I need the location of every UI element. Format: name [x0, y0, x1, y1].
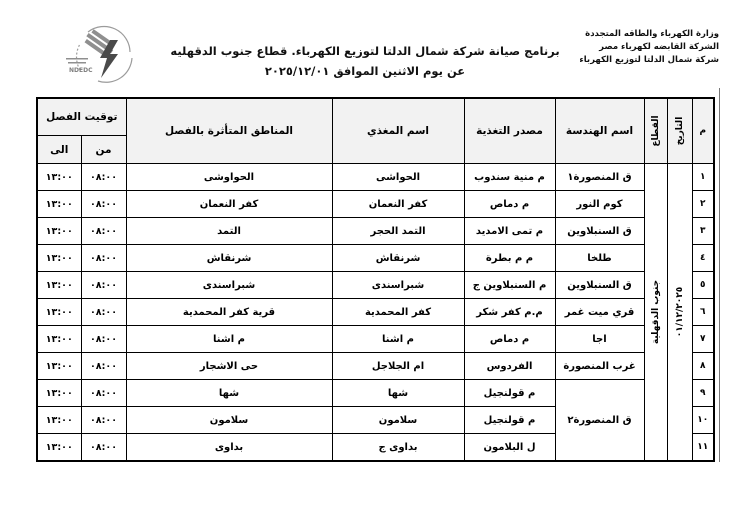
title-line-1: برنامج صيانة شركة شمال الدلتا لتوزيع الكهرباء. قطاع جنوب الدقهليه — [170, 44, 560, 58]
cell-areas: قرية كفر المحمدية — [126, 299, 332, 326]
table-row — [37, 218, 714, 245]
cell-engineering: اجا — [555, 326, 644, 353]
cell-from: ٠٨:٠٠ — [81, 245, 126, 272]
table-row — [37, 353, 714, 380]
cell-source: م قولنجيل — [464, 380, 555, 407]
table-row — [37, 245, 714, 272]
page-edge-divider — [719, 88, 720, 462]
cell-from: ٠٨:٠٠ — [81, 164, 126, 191]
cell-areas: كفر النعمان — [126, 191, 332, 218]
cell-serial: ٣ — [692, 218, 714, 245]
cell-areas: حى الاشجار — [126, 353, 332, 380]
col-header-sector: القطاع — [644, 98, 667, 164]
cell-areas: بداوى — [126, 434, 332, 462]
table-row — [37, 164, 714, 191]
cell-to: ١٣:٠٠ — [37, 191, 81, 218]
cell-from: ٠٨:٠٠ — [81, 380, 126, 407]
cell-to: ١٣:٠٠ — [37, 434, 81, 462]
table-row — [37, 191, 714, 218]
col-header-serial: م — [692, 98, 714, 164]
cell-from: ٠٨:٠٠ — [81, 191, 126, 218]
cell-areas: الحواوشى — [126, 164, 332, 191]
cell-serial: ٥ — [692, 272, 714, 299]
cell-serial: ٦ — [692, 299, 714, 326]
header-row-1 — [37, 98, 714, 136]
cell-feeder: سلامون — [332, 407, 464, 434]
cell-feeder: شبراسندى — [332, 272, 464, 299]
cell-to: ١٣:٠٠ — [37, 407, 81, 434]
cell-to: ١٣:٠٠ — [37, 164, 81, 191]
ministry-line-2: الشركة القابضه لكهرباء مصر — [599, 42, 719, 53]
cell-source: م دماص — [464, 326, 555, 353]
cell-feeder: شها — [332, 380, 464, 407]
cell-source: م دماص — [464, 191, 555, 218]
cell-feeder: شرنقاش — [332, 245, 464, 272]
cell-engineering-merged: ق المنصورة٢ — [555, 380, 644, 462]
cell-from: ٠٨:٠٠ — [81, 434, 126, 462]
cell-engineering: غرب المنصورة — [555, 353, 644, 380]
col-header-source: مصدر التغذية — [464, 98, 555, 164]
cell-serial: ٩ — [692, 380, 714, 407]
cell-source: ل البلامون — [464, 434, 555, 462]
cell-source: م السنبلاوين ج — [464, 272, 555, 299]
ministry-line-3: شركة شمال الدلتا لتوزيع الكهرباء — [579, 55, 719, 66]
cell-to: ١٣:٠٠ — [37, 299, 81, 326]
col-header-from: من — [81, 136, 126, 164]
cell-from: ٠٨:٠٠ — [81, 326, 126, 353]
cell-serial: ١١ — [692, 434, 714, 462]
cell-feeder: بداوى ج — [332, 434, 464, 462]
logo-acronym: NDEDC — [69, 67, 93, 74]
cell-serial: ٢ — [692, 191, 714, 218]
cell-serial: ١٠ — [692, 407, 714, 434]
col-header-feeder: اسم المغذي — [332, 98, 464, 164]
cell-from: ٠٨:٠٠ — [81, 299, 126, 326]
cell-serial: ٧ — [692, 326, 714, 353]
cell-to: ١٣:٠٠ — [37, 245, 81, 272]
cell-source: م تمى الامديد — [464, 218, 555, 245]
col-header-to: الى — [37, 136, 81, 164]
cell-source: م منية سندوب — [464, 164, 555, 191]
cell-feeder: كفر المحمدية — [332, 299, 464, 326]
cell-areas: م اشنا — [126, 326, 332, 353]
cell-feeder: الحواشى — [332, 164, 464, 191]
cell-source: م قولنجيل — [464, 407, 555, 434]
cell-sector-merged: جنوب الدقهلية — [644, 164, 667, 462]
ministry-line-1: وزارة الكهرباء والطاقه المتجددة — [585, 29, 719, 39]
cell-feeder: كفر النعمان — [332, 191, 464, 218]
cell-to: ١٣:٠٠ — [37, 380, 81, 407]
col-header-timing: توقيت الفصل — [37, 98, 126, 136]
table-row — [37, 380, 714, 407]
table-row — [37, 326, 714, 353]
cell-from: ٠٨:٠٠ — [81, 218, 126, 245]
cell-serial: ١ — [692, 164, 714, 191]
cell-source: م.م كفر شكر — [464, 299, 555, 326]
cell-areas: سلامون — [126, 407, 332, 434]
maintenance-schedule-table — [36, 97, 715, 462]
cell-source: الفردوس — [464, 353, 555, 380]
cell-source: م م بطرة — [464, 245, 555, 272]
table-row — [37, 299, 714, 326]
cell-areas: شبراسندى — [126, 272, 332, 299]
cell-engineering: ق المنصورة١ — [555, 164, 644, 191]
table-row — [37, 272, 714, 299]
col-header-areas: المناطق المتأثرة بالفصل — [126, 98, 332, 164]
cell-to: ١٣:٠٠ — [37, 326, 81, 353]
document-title — [150, 44, 580, 78]
cell-serial: ٨ — [692, 353, 714, 380]
cell-from: ٠٨:٠٠ — [81, 272, 126, 299]
cell-serial: ٤ — [692, 245, 714, 272]
cell-engineering: ق السنبلاوين — [555, 272, 644, 299]
cell-feeder: م اشنا — [332, 326, 464, 353]
cell-engineering: ق السنبلاوين — [555, 218, 644, 245]
cell-engineering: قري ميت غمر — [555, 299, 644, 326]
company-logo-icon — [58, 22, 143, 90]
cell-engineering: كوم النور — [555, 191, 644, 218]
cell-feeder: التمد الحجر — [332, 218, 464, 245]
title-line-2: عن يوم الاثنين الموافق ٢٠٢٥/١٢/٠١ — [264, 64, 466, 78]
col-header-engineering: اسم الهندسة — [555, 98, 644, 164]
cell-areas: شها — [126, 380, 332, 407]
cell-from: ٠٨:٠٠ — [81, 407, 126, 434]
company-header-block — [579, 28, 719, 68]
cell-date-merged: ٠١/١٢/٢٠٢٥ — [667, 164, 692, 462]
cell-to: ١٣:٠٠ — [37, 353, 81, 380]
cell-to: ١٣:٠٠ — [37, 218, 81, 245]
cell-feeder: ام الجلاجل — [332, 353, 464, 380]
col-header-date: التاريخ — [667, 98, 692, 164]
cell-to: ١٣:٠٠ — [37, 272, 81, 299]
cell-from: ٠٨:٠٠ — [81, 353, 126, 380]
cell-engineering: طلخا — [555, 245, 644, 272]
cell-areas: التمد — [126, 218, 332, 245]
cell-areas: شرنقاش — [126, 245, 332, 272]
